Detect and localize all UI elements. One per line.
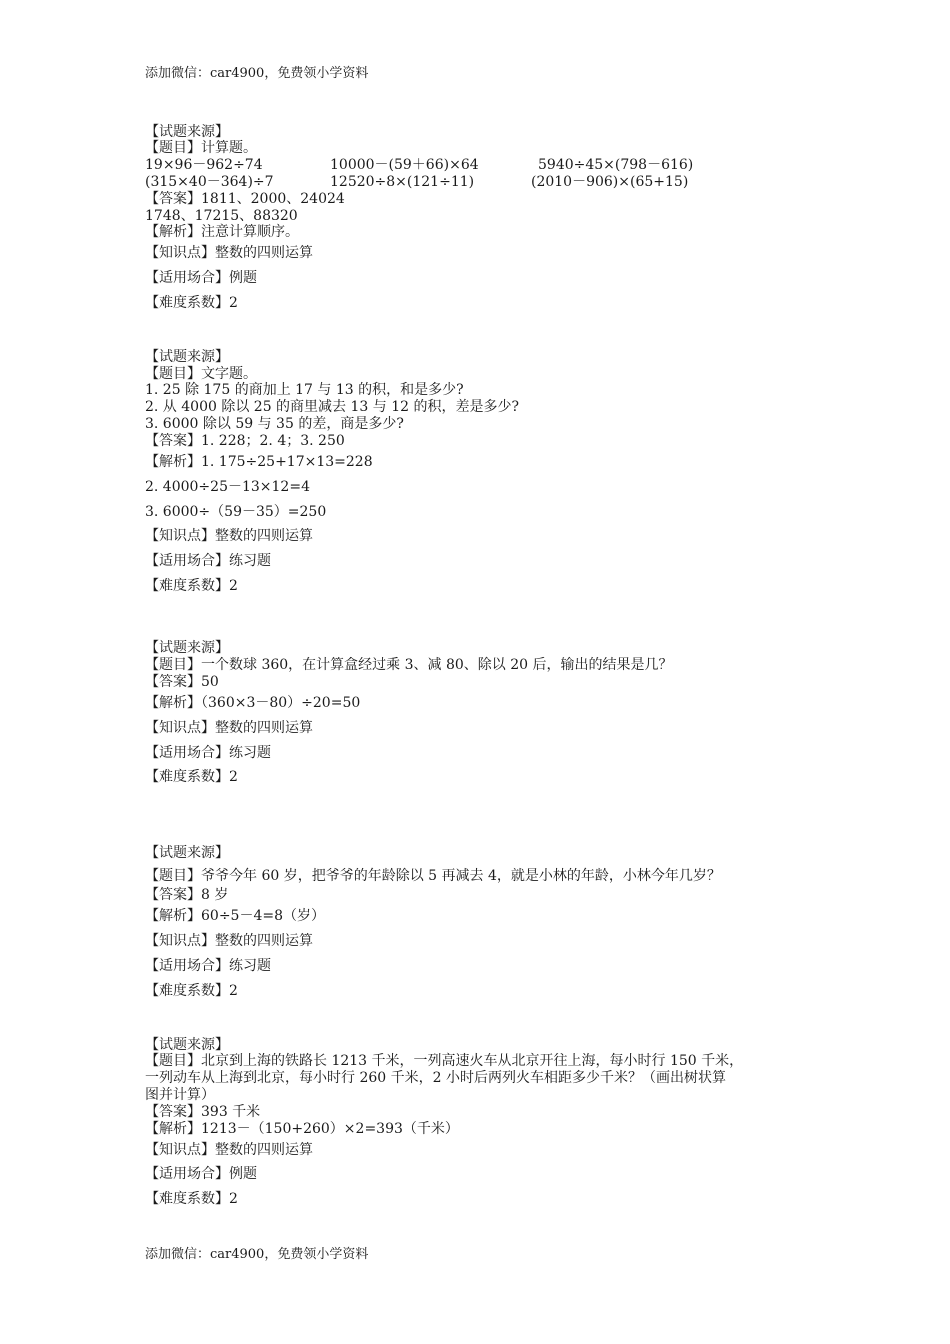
q2-topic: 【题目】文字题。 [145,366,257,382]
q3-occasion: 【适用场合】练习题 [145,745,271,761]
q5-difficulty: 【难度系数】2 [145,1191,238,1207]
q1-difficulty: 【难度系数】2 [145,295,238,311]
q1-expr-5: 12520÷8×(121÷11) [330,174,475,190]
q3-topic: 【题目】一个数球 360，在计算盒经过乘 3、减 80、除以 20 后，输出的结果是几？ [145,657,673,673]
q2-occasion: 【适用场合】练习题 [145,553,271,569]
q2-item-2: 2. 从 4000 除以 25 的商里减去 13 与 12 的积，差是多少? [145,399,519,415]
q3-knowledge: 【知识点】整数的四则运算 [145,720,313,736]
q4-answer: 【答案】8 岁 [145,887,229,903]
q5-analysis: 【解析】1213－（150+260）×2=393（千米） [145,1121,459,1137]
q1-occasion: 【适用场合】例题 [145,270,257,286]
page-header: 添加微信：car4900，免费领小学资料 [145,66,369,81]
q1-answer-line-1: 【答案】1811、2000、24024 [145,191,345,207]
q5-source: 【试题来源】 [145,1037,229,1053]
q3-analysis: 【解析】（360×3－80）÷20=50 [145,695,361,711]
q2-difficulty: 【难度系数】2 [145,578,238,594]
q2-answer: 【答案】1. 228；2. 4；3. 250 [145,433,345,449]
q2-source: 【试题来源】 [145,349,229,365]
q5-topic-line-3: 图并计算） [145,1087,215,1103]
q1-expr-2: 10000－(59＋66)×64 [330,157,479,173]
q1-analysis: 【解析】注意计算顺序。 [145,224,299,240]
q2-analysis-2: 2. 4000÷25－13×12=4 [145,479,310,495]
q1-answer-line-2: 1748、17215、88320 [145,208,298,224]
q4-difficulty: 【难度系数】2 [145,983,238,999]
q1-expr-3: 5940÷45×(798－616) [538,157,694,173]
q3-answer: 【答案】50 [145,674,219,690]
q5-answer: 【答案】393 千米 [145,1104,261,1120]
q1-topic: 【题目】计算题。 [145,140,257,156]
q4-occasion: 【适用场合】练习题 [145,958,271,974]
q4-source: 【试题来源】 [145,845,229,861]
q1-expr-6: (2010－906)×(65+15) [531,174,689,190]
q3-source: 【试题来源】 [145,640,229,656]
q3-difficulty: 【难度系数】2 [145,769,238,785]
q1-source: 【试题来源】 [145,124,229,140]
q5-knowledge: 【知识点】整数的四则运算 [145,1142,313,1158]
q1-expr-1: 19×96－962÷74 [145,157,263,173]
q1-expr-4: (315×40－364)÷7 [145,174,274,190]
q2-analysis-1: 【解析】1. 175÷25+17×13=228 [145,454,373,470]
q4-knowledge: 【知识点】整数的四则运算 [145,933,313,949]
q5-topic-line-2: 一列动车从上海到北京，每小时行 260 千米，2 小时后两列火车相距多少千米？（画出树状算 [145,1070,726,1086]
q5-topic-line-1: 【题目】北京到上海的铁路长 1213 千米，一列高速火车从北京开往上海，每小时行 150 千米， [145,1053,744,1069]
q4-topic: 【题目】爷爷今年 60 岁，把爷爷的年龄除以 5 再减去 4，就是小林的年龄，小林今年几岁？ [145,868,721,884]
q4-analysis: 【解析】60÷5－4=8（岁） [145,908,325,924]
q2-knowledge: 【知识点】整数的四则运算 [145,528,313,544]
q5-occasion: 【适用场合】例题 [145,1166,257,1182]
q2-analysis-3: 3. 6000÷（59－35）=250 [145,504,327,520]
page-footer: 添加微信：car4900，免费领小学资料 [145,1247,369,1262]
q2-item-3: 3. 6000 除以 59 与 35 的差，商是多少? [145,416,404,432]
q2-item-1: 1. 25 除 175 的商加上 17 与 13 的积，和是多少? [145,382,464,398]
q1-knowledge: 【知识点】整数的四则运算 [145,245,313,261]
